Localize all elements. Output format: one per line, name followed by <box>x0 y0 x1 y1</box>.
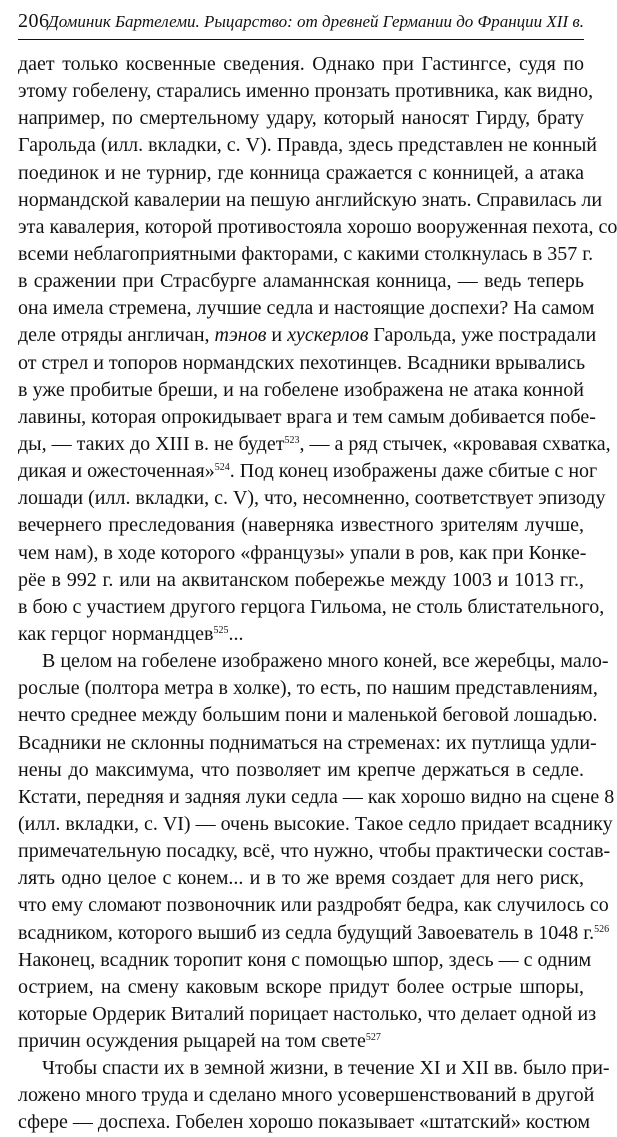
italic-term: хускерлов <box>287 324 369 347</box>
text-line <box>18 458 598 485</box>
text-line: острием, на смену каковым вскоре придут более острые шпоры, <box>18 975 584 998</box>
text-line: эта кавалерия, которой противостояла хорошо вооруженная пехота, со <box>18 215 617 238</box>
text-line: которые Ордерик Виталий порицает настолько, что делает одной из <box>18 1002 597 1025</box>
page-header <box>18 6 584 46</box>
text-line: дает только косвенные сведения. Однако при Гастингсе, судя по <box>18 53 584 75</box>
text-line: в сражении при Страсбурге аламаннская конница, — ведь теперь <box>18 270 584 293</box>
text-segment: причин осуждения рыцарей на том свете <box>18 1030 366 1053</box>
italic-term: тэнов <box>214 324 267 347</box>
footnote-ref[interactable]: 525 <box>213 624 229 636</box>
text-line: рёе в 992 г. или на аквитанском побережье между 1003 и 1013 гг., <box>18 568 584 591</box>
text-line: в бою с участием другого герцога Гильома, не столь блистательного, <box>18 595 605 618</box>
text-line: что ему сломают позвоночник или раздробят бедра, как случилось со <box>18 894 609 917</box>
text-line: (илл. вкладки, с. VI) — очень высокие. Такое седло придает всаднику <box>18 812 613 835</box>
text-line: лять одно целое с конем... и в то же время создает для него риск, <box>18 867 584 890</box>
text-segment: как герцог нормандцев <box>18 622 214 645</box>
text-line <box>18 621 584 648</box>
footnote-ref[interactable]: 527 <box>365 1032 381 1044</box>
text-line: от стрел и топоров нормандских пехотинцев. Всадники врывались <box>18 351 586 374</box>
text-line: нечто среднее между большим пони и маленькой беговой лошадью. <box>18 704 598 727</box>
footnote-ref[interactable]: 526 <box>594 923 610 935</box>
text-line: чем нам), в ходе которого «французы» упали в ров, как при Конке- <box>18 541 587 564</box>
text-line: рослые (полтора метра в холке), то есть, по нашим представлениям, <box>18 677 598 700</box>
text-line <box>18 431 611 458</box>
text-line <box>18 920 610 947</box>
text-segment: деле отряды англичан, <box>18 324 215 347</box>
text-line: В целом на гобелене изображено много коней, все жеребцы, мало- <box>42 650 609 673</box>
footnote-ref[interactable]: 523 <box>284 434 300 446</box>
running-title: Доминик Бартелеми. Рыцарство: от древней Германии до Франции XII в. <box>47 12 584 31</box>
header-rule <box>18 39 584 40</box>
text-line: Гарольда (илл. вкладки, с. V). Правда, здесь представлен не конный <box>18 134 597 157</box>
text-line: Всадники не склонны подниматься на стременах: их путлища удли- <box>18 731 597 754</box>
text-line: всеми неблагоприятными факторами, с какими столкнулась в 357 г. <box>18 242 594 265</box>
text-line: лавины, которая опрокидывает врага и тем самым добивается побе- <box>18 405 596 428</box>
text-line: поединок и не турнир, где конница сражается с конницей, а атака <box>18 161 584 184</box>
text-line: она имела стремена, лучшие седла и настоящие доспехи? На самом <box>18 297 595 320</box>
body-text <box>18 51 617 1137</box>
text-segment: ... <box>228 622 244 645</box>
text-line: примечательную посадку, всё, что нужно, чтобы практически состав- <box>18 840 611 863</box>
text-segment: , — а ряд стычек, «кровавая схватка, <box>299 432 611 455</box>
text-line: этому гобелену, старались именно пронзать противника, как видно, <box>18 80 594 103</box>
text-line: ложено много труда и сделано много усовершенствований в другой <box>18 1084 595 1107</box>
footnote-ref[interactable]: 524 <box>214 462 230 474</box>
text-segment: . Под конец изображены даже сбитые с ног <box>229 460 598 483</box>
text-segment: и <box>266 324 288 347</box>
text-segment: всадником, которого вышиб из седла будущий Завоеватель в 1048 г. <box>18 921 595 944</box>
text-line <box>18 1028 584 1055</box>
text-line: например, по смертельному удару, который наносят Гирду, брату <box>18 107 584 130</box>
text-line: сфере — доспеха. Гобелен хорошо показывает «штатский» костюм <box>18 1111 590 1134</box>
text-line: нены до максимума, что позволяет им крепче держаться в седле. <box>18 758 584 781</box>
text-segment: Гарольда, уже пострадали <box>368 324 597 347</box>
page-number: 206 <box>18 10 50 32</box>
text-line: в уже пробитые бреши, и на гобелене изображена не атака конной <box>18 378 584 401</box>
text-line: нормандской кавалерии на пешую английскую знать. Справилась ли <box>18 188 603 211</box>
text-line: Наконец, всадник торопит коня с помощью шпор, здесь — с одним <box>18 948 592 971</box>
text-segment: ды, — таких до XIII в. не будет <box>18 432 285 455</box>
text-line: Чтобы спасти их в земной жизни, в течение XI и XII вв. было при- <box>42 1057 610 1080</box>
text-line: вечернего преследования (наверняка известного зрителям лучше, <box>18 514 584 537</box>
text-line <box>18 322 597 349</box>
text-segment: дикая и ожесточенная» <box>18 460 215 483</box>
text-line: Кстати, передняя и задняя луки седла — как хорошо видно на сцене 8 <box>18 785 615 808</box>
text-line: лошади (илл. вкладки, с. V), что, несомненно, соответствует эпизоду <box>18 487 606 510</box>
